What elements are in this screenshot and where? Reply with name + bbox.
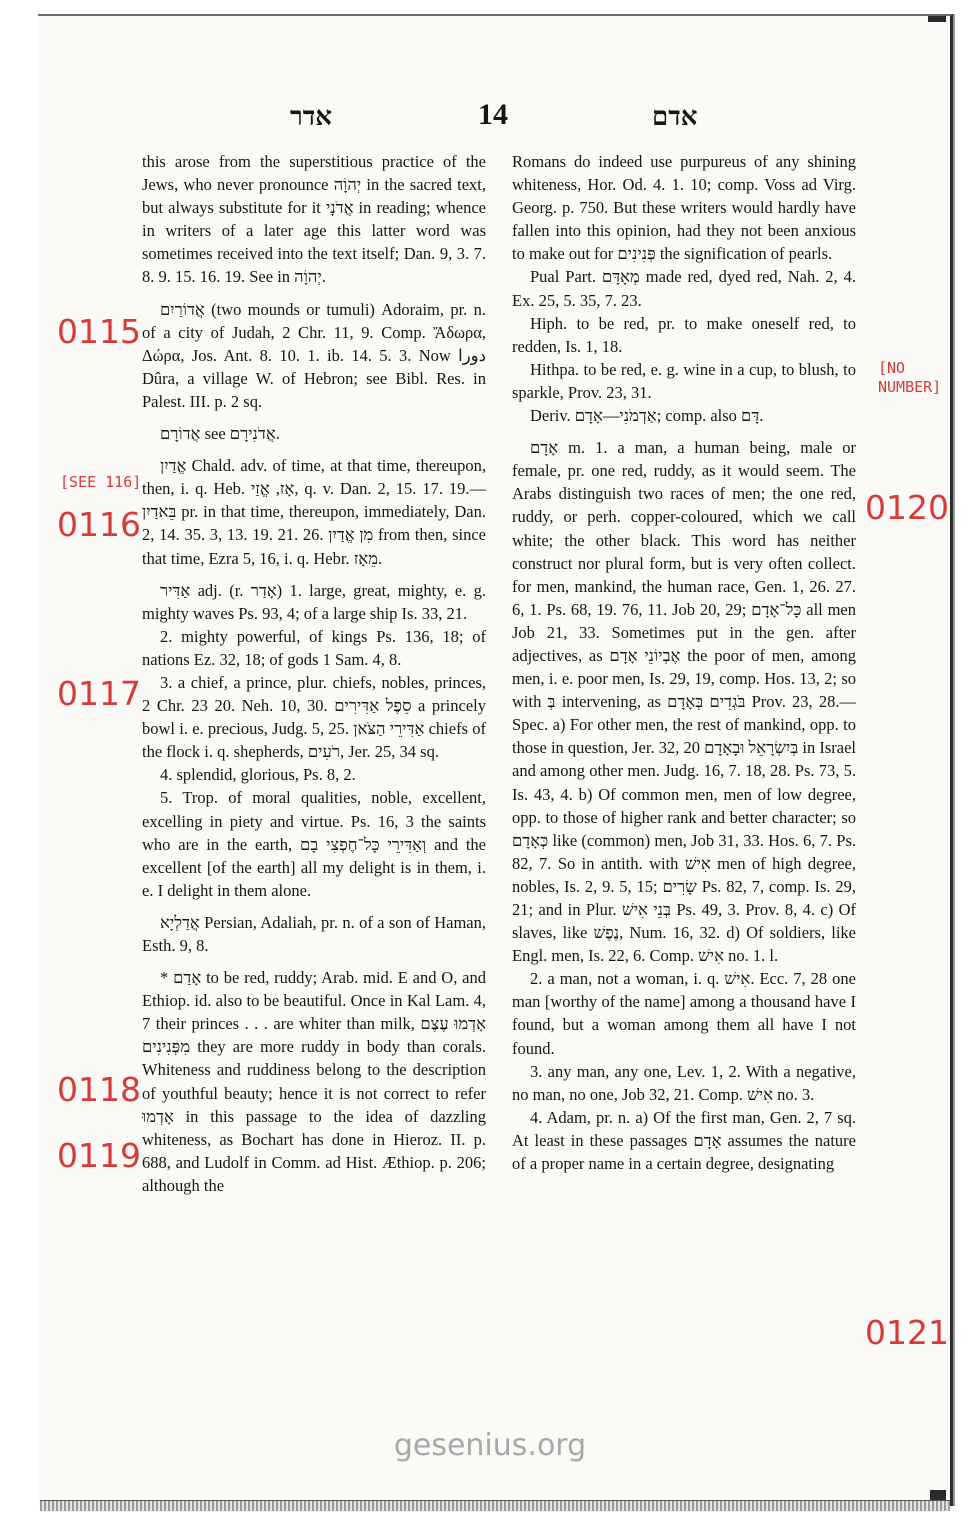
right-column: [512, 150, 856, 1175]
running-head-left: אדר: [290, 102, 332, 131]
entry-addir-sense-2: 2. mighty powerful, of kings Ps. 136, 18; of nations Ez. 32, 18; of gods 1 Sam. 4, 8.: [142, 626, 486, 669]
strongs-marker-0118[interactable]: 0118: [57, 1070, 141, 1109]
entry-adam-sense-3: 3. any man, any one, Lev. 1, 2. With a negative, no man, no one, Job 32, 21. Comp. אִישׁ no. 3.: [512, 1061, 856, 1104]
entry-hiphil: Hiph. to be red, pr. to make oneself red, to redden, Is. 1, 18.: [512, 313, 856, 356]
entry-addir-sense-5: 5. Trop. of moral qualities, noble, excellent, excelling in piety and virtue. Ps. 16, 3 the saints who are in the earth, וְאַדִּירֵי כָּל־חֶפְצִי בָם and the excellent [of the earth] all my delight is in them, i. e. I delight in them alone.: [142, 788, 486, 900]
strongs-marker-0121[interactable]: 0121: [865, 1313, 949, 1352]
entry-addir-sense-3: 3. a chief, a prince, plur. chiefs, nobles, princes, 2 Chr. 23 20. Neh. 10, 30. סֵפֶל אַדִּירִים a princely bowl i. e. precious, Judg. 5, 25. אַדִּירֵי הַצֹּאן chiefs of the flock i. q. shepherds, רֹעִים, Jer. 25, 34 sq.: [142, 672, 486, 762]
left-column: [142, 150, 486, 1197]
strongs-marker-no-number-line1[interactable]: [NO: [878, 359, 906, 377]
entry-adoram: אֲדוֹרָם see אֲדֹנִירָם.: [160, 424, 280, 444]
page-number: 14: [478, 98, 508, 131]
strongs-marker-no-number-line2[interactable]: NUMBER]: [878, 378, 942, 396]
entry-continuation: this arose from the superstitious practice of the Jews, who never pronounce יְהוָֹה in the sacred text, but always substitute for it אֲדֹנָי in reading; whence in writers of a later age this latter word was sometimes received into the text itself; Dan. 9, 3. 7. 8. 9. 15. 16. 19. See in יְהוָֹה.: [142, 152, 486, 287]
strongs-marker-0119[interactable]: 0119: [57, 1136, 141, 1175]
entry-pual: Pual Part. מְאָדָּם made red, dyed red, Nah. 2, 4. Ex. 25, 5. 35, 7. 23.: [512, 267, 856, 310]
entry-hithpael: Hithpa. to be red, e. g. wine in a cup, to blush, to sparkle, Prov. 23, 31.: [512, 359, 856, 402]
entry-adam-verb-continued: Romans do indeed use purpureus of any shining whiteness, Hor. Od. 4. 1. 10; comp. Voss ad Virg. Georg. p. 750. But these writers would hardly have fallen into this opinion, had they not been anxious to make out for פְּנִינִים the signification of pearls.: [512, 152, 856, 264]
strongs-marker-0117[interactable]: 0117: [57, 674, 141, 713]
page-bottom-edge: [40, 1500, 950, 1511]
site-watermark: gesenius.org: [393, 1428, 587, 1463]
strongs-marker-see-116[interactable]: [SEE 116]: [60, 473, 142, 491]
entry-adam-noun: אָדָם m. 1. a man, a human being, male or female, pr. one red, ruddy, as it would seem. The Arabs distinguish two races of men; the one red, ruddy, or perh. copper-coloured, which we call white; the other black. This word has neither construct nor plural form, but is very often collect. for men, mankind, the human race, Gen. 1, 26. 27. 6, 1. Ps. 68, 19. 76, 11. Job 20, 29; כָּל־אָדָם all men Job 21, 33. Sometimes put in the gen. after adjectives, as אֶבְיוֹנֵי אָדָם the poor of men, among men, i. e. poor men, Is. 29, 19, comp. Hos. 13, 2; so with בְּ intervening, as בֹּגְדִים בְּאָדָם Prov. 23, 28.—Spec. a) For other men, the rest of mankind, opp. to those in question, Jer. 32, 20 בְּיִשְׂרָאֵל וּבָאָדָם in Israel and among other men. Judg. 16, 7. 18, 28. Ps. 73, 5. Is. 43, 4. b) Of common men, men of low degree, opp. to those of higher rank and better character; so כְּאָדָם like (common) men, Job 31, 33. Hos. 6, 7. Ps. 82, 7. So in antith. with אִישׁ men of high degree, nobles, Is. 2, 9. 5, 15; שָׂרִים Ps. 82, 7, comp. Is. 29, 21; and in Plur. בְּנֵי אִישׁ Ps. 49, 3. Prov. 8, 4. c) Of slaves, like נֶפֶשׁ, Num. 16, 32. d) Of soldiers, like Engl. men, Is. 22, 6. Comp. אִישׁ no. 1. l.: [512, 438, 857, 966]
entry-adalia: אֲדַלְיָא Persian, Adaliah, pr. n. of a son of Haman, Esth. 9, 8.: [142, 912, 486, 955]
strongs-marker-0120[interactable]: 0120: [865, 488, 949, 527]
entry-edayin: אֱדַיִן Chald. adv. of time, at that time, thereupon, then, i. q. Heb. אָז, אֱזַי, q. v. Dan. 2, 15. 17. 19.—בֵּאדַיִן pr. in that time, thereupon, immediately, Dan. 2, 14. 35. 3, 13. 19. 21. 26. מִן אֱדַיִן from then, since that time, Ezra 5, 16, i. q. Hebr. מֵאָז.: [142, 456, 487, 568]
page-corner-mark: [928, 16, 946, 22]
entry-adam-sense-4: 4. Adam, pr. n. a) Of the first man, Gen. 2, 7 sq. At least in these passages אָדָם assumes the nature of a proper name in a certain degree, designating: [512, 1107, 856, 1174]
entry-addir: אַדִּיר adj. (r. אָדַר) 1. large, great, mighty, e. g. mighty waves Ps. 93, 4; of a large ship Is. 33, 21.: [142, 580, 486, 623]
entry-adam-sense-2: 2. a man, not a woman, i. q. אִישׁ. Ecc. 7, 28 one man [worthy of the name] among a thousand have I found, but a woman among them all have I not found.: [512, 969, 856, 1058]
strongs-marker-0116[interactable]: 0116: [57, 505, 141, 544]
running-head-right: אדם: [652, 102, 698, 131]
entry-addir-sense-4: 4. splendid, glorious, Ps. 8, 2.: [160, 765, 356, 785]
entry-adoraim: אֲדוֹרַיִם (two mounds or tumuli) Adoraim, pr. n. of a city of Judah, 2 Chr. 11, 9. Comp. Ἄδωρα, Δώρα, Jos. Ant. 8. 10. 1. ib. 14. 5. 3. Now دورا Dûra, a village W. of Hebron; see Bibl. Res. in Palest. III. p. 2 sq.: [142, 299, 486, 411]
strongs-marker-0115[interactable]: 0115: [57, 312, 141, 351]
entry-adam-verb: * אָדַם to be red, ruddy; Arab. mid. E and O, and Ethiop. id. also to be beautiful. Once in Kal Lam. 4, 7 their princes . . . are whiter than milk, אָדְמוּ עֶצֶם מִפְּנִינִים they are more ruddy in body than corals. Whiteness and ruddiness belong to the description of youthful beauty; hence it is not correct to refer אָדְמוּ in this passage to the idea of dazzling whiteness, as Bochart has done in Hieroz. II. p. 688, and Ludolf in Comm. ad Hist. Æthiop. p. 206; although the: [142, 968, 486, 1195]
entry-derivatives: Deriv. אַדְמֹנִי—אָדָם; comp. also דָּם.: [530, 406, 764, 426]
